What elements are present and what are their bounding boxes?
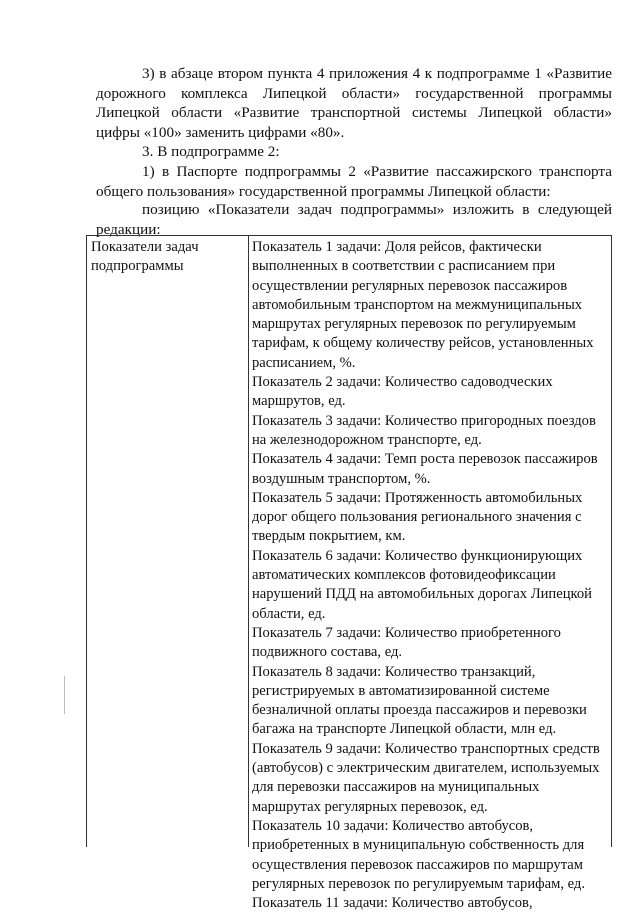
paragraph-position-intro: позицию «Показатели задач подпрограммы» изложить в следующей редакции: bbox=[96, 201, 612, 238]
table-indicators-cell bbox=[249, 236, 611, 912]
indicator-9: Показатель 9 задачи: Количество транспортных средств (автобусов) с электрическим двигателем, используемых для перевозки пассажиров на муниципальных маршрутах регулярных перевозок, ед. bbox=[252, 740, 600, 815]
paragraph-subprogram-2-heading: 3. В подпрограмме 2: bbox=[142, 143, 280, 160]
paragraph-amendment-3: 3) в абзаце втором пункта 4 приложения 4 к подпрограмме 1 «Развитие дорожного комплекса Липецкой области» государственной программы Липецкой области «Развитие транспортной системы Липецкой области» цифры «100» заменить цифрами «80». bbox=[96, 65, 612, 141]
paragraph-passport-subprogram-2: 1) в Паспорте подпрограммы 2 «Развитие пассажирского транспорта общего пользования» государственной программы Липецкой области: bbox=[96, 163, 612, 200]
table-label-cell: Показатели задач подпрограммы bbox=[87, 236, 249, 847]
indicator-4: Показатель 4 задачи: Темп роста перевозок пассажиров воздушным транспортом, %. bbox=[252, 451, 598, 487]
indicators-table bbox=[86, 235, 612, 912]
indicator-8: Показатель 8 задачи: Количество транзакций, регистрируемых в автоматизированной системе безналичной оплаты проезда пассажиров и перевозки багажа на транспорте Липецкой области, млн ед. bbox=[252, 663, 587, 738]
indicator-11: Показатель 11 задачи: Количество автобусов, bbox=[252, 895, 533, 912]
indicator-6: Показатель 6 задачи: Количество функционирующих автоматических комплексов фотовидеофиксации нарушений ПДД на автомобильных дорогах Липецкой области, ед. bbox=[252, 547, 592, 622]
indicator-5: Показатель 5 задачи: Протяженность автомобильных дорог общего пользования регионального значения с твердым покрытием, км. bbox=[252, 489, 583, 545]
indicator-10: Показатель 10 задачи: Количество автобусов, приобретенных в муниципальную собственность для осуществления перевозок пассажиров по маршрутам регулярных перевозок по регулируемым тарифам, ед. bbox=[252, 817, 585, 892]
indicator-7: Показатель 7 задачи: Количество приобретенного подвижного состава, ед. bbox=[252, 624, 561, 661]
indicator-2: Показатель 2 задачи: Количество садоводческих маршрутов, ед. bbox=[252, 374, 553, 410]
indicator-3: Показатель 3 задачи: Количество пригородных поездов на железнодорожном транспорте, ед. bbox=[252, 412, 596, 448]
scan-margin-mark bbox=[64, 676, 65, 714]
indicator-1: Показатель 1 задачи: Доля рейсов, фактически выполненных в соответствии с расписанием при осуществлении регулярных перевозок пассажиров автомобильным транспортом на межмуниципальных маршрутах регулярных перевозок по регулируемым тарифам, к общему количеству рейсов, установленных расписанием, %. bbox=[252, 239, 594, 371]
